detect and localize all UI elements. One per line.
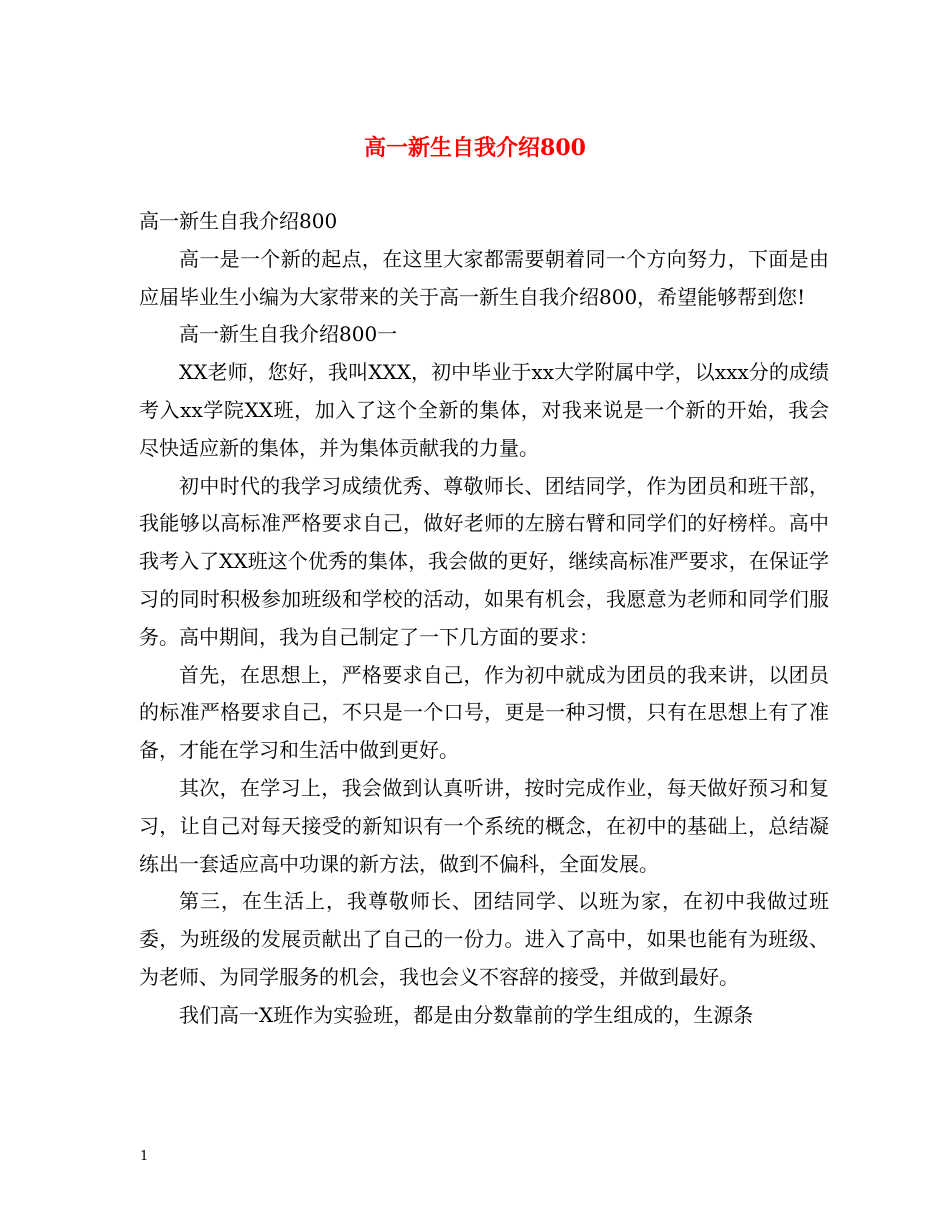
paragraph-heading-one: 高一新生自我介绍800一 bbox=[179, 322, 398, 347]
paragraph-third: 第三，在生活上，我尊敬师长、团结同学、以班为家，在初中我做过班委，为班级的发展贡献出了自己的一份力。进入了高中，如果也能有为班级、为老师、为同学服务的机会，我也会义不容辞的接受，并做到最好。 bbox=[139, 889, 829, 989]
paragraph-first: 首先，在思想上，严格要求自己，作为初中就成为团员的我来讲，以团员的标准严格要求自己，不只是一个口号，更是一种习惯，只有在思想上有了准备，才能在学习和生活中做到更好。 bbox=[139, 662, 829, 763]
paragraph-class: 我们高一X班作为实验班，都是由分数靠前的学生组成的，生源条 bbox=[179, 1002, 754, 1027]
paragraph-subtitle: 高一新生自我介绍800 bbox=[139, 209, 338, 233]
paragraph-second: 其次，在学习上，我会做到认真听讲，按时完成作业，每天做好预习和复习，让自己对每天接受的新知识有一个系统的概念，在初中的基础上，总结凝练出一套适应高中功课的新方法，做到不偏科，全面发展。 bbox=[139, 775, 829, 876]
paragraph-junior-high: 初中时代的我学习成绩优秀、尊敬师长、团结同学，作为团员和班干部，我能够以高标准严格要求自己，做好老师的左膀右臂和同学们的好榜样。高中我考入了XX班这个优秀的集体，我会做的更好，继续高标准严要求，在保证学习的同时积极参加班级和学校的活动，如果有机会，我愿意为老师和同学们服务。高中期间，我为自己制定了一下几方面的要求： bbox=[139, 473, 829, 649]
page-number: 1 bbox=[140, 1149, 149, 1164]
paragraph-intro: 高一是一个新的起点，在这里大家都需要朝着同一个方向努力，下面是由应届毕业生小编为大家带来的关于高一新生自我介绍800，希望能够帮到您! bbox=[139, 246, 829, 309]
document-title: 高一新生自我介绍800 bbox=[364, 135, 586, 161]
paragraph-greeting: XX老师，您好，我叫XXX，初中毕业于xx大学附属中学，以xxx分的成绩考入xx学院XX班，加入了这个全新的集体，对我来说是一个新的开始，我会尽快适应新的集体，并为集体贡献我的力量。 bbox=[139, 360, 829, 460]
document-body bbox=[139, 203, 829, 1035]
